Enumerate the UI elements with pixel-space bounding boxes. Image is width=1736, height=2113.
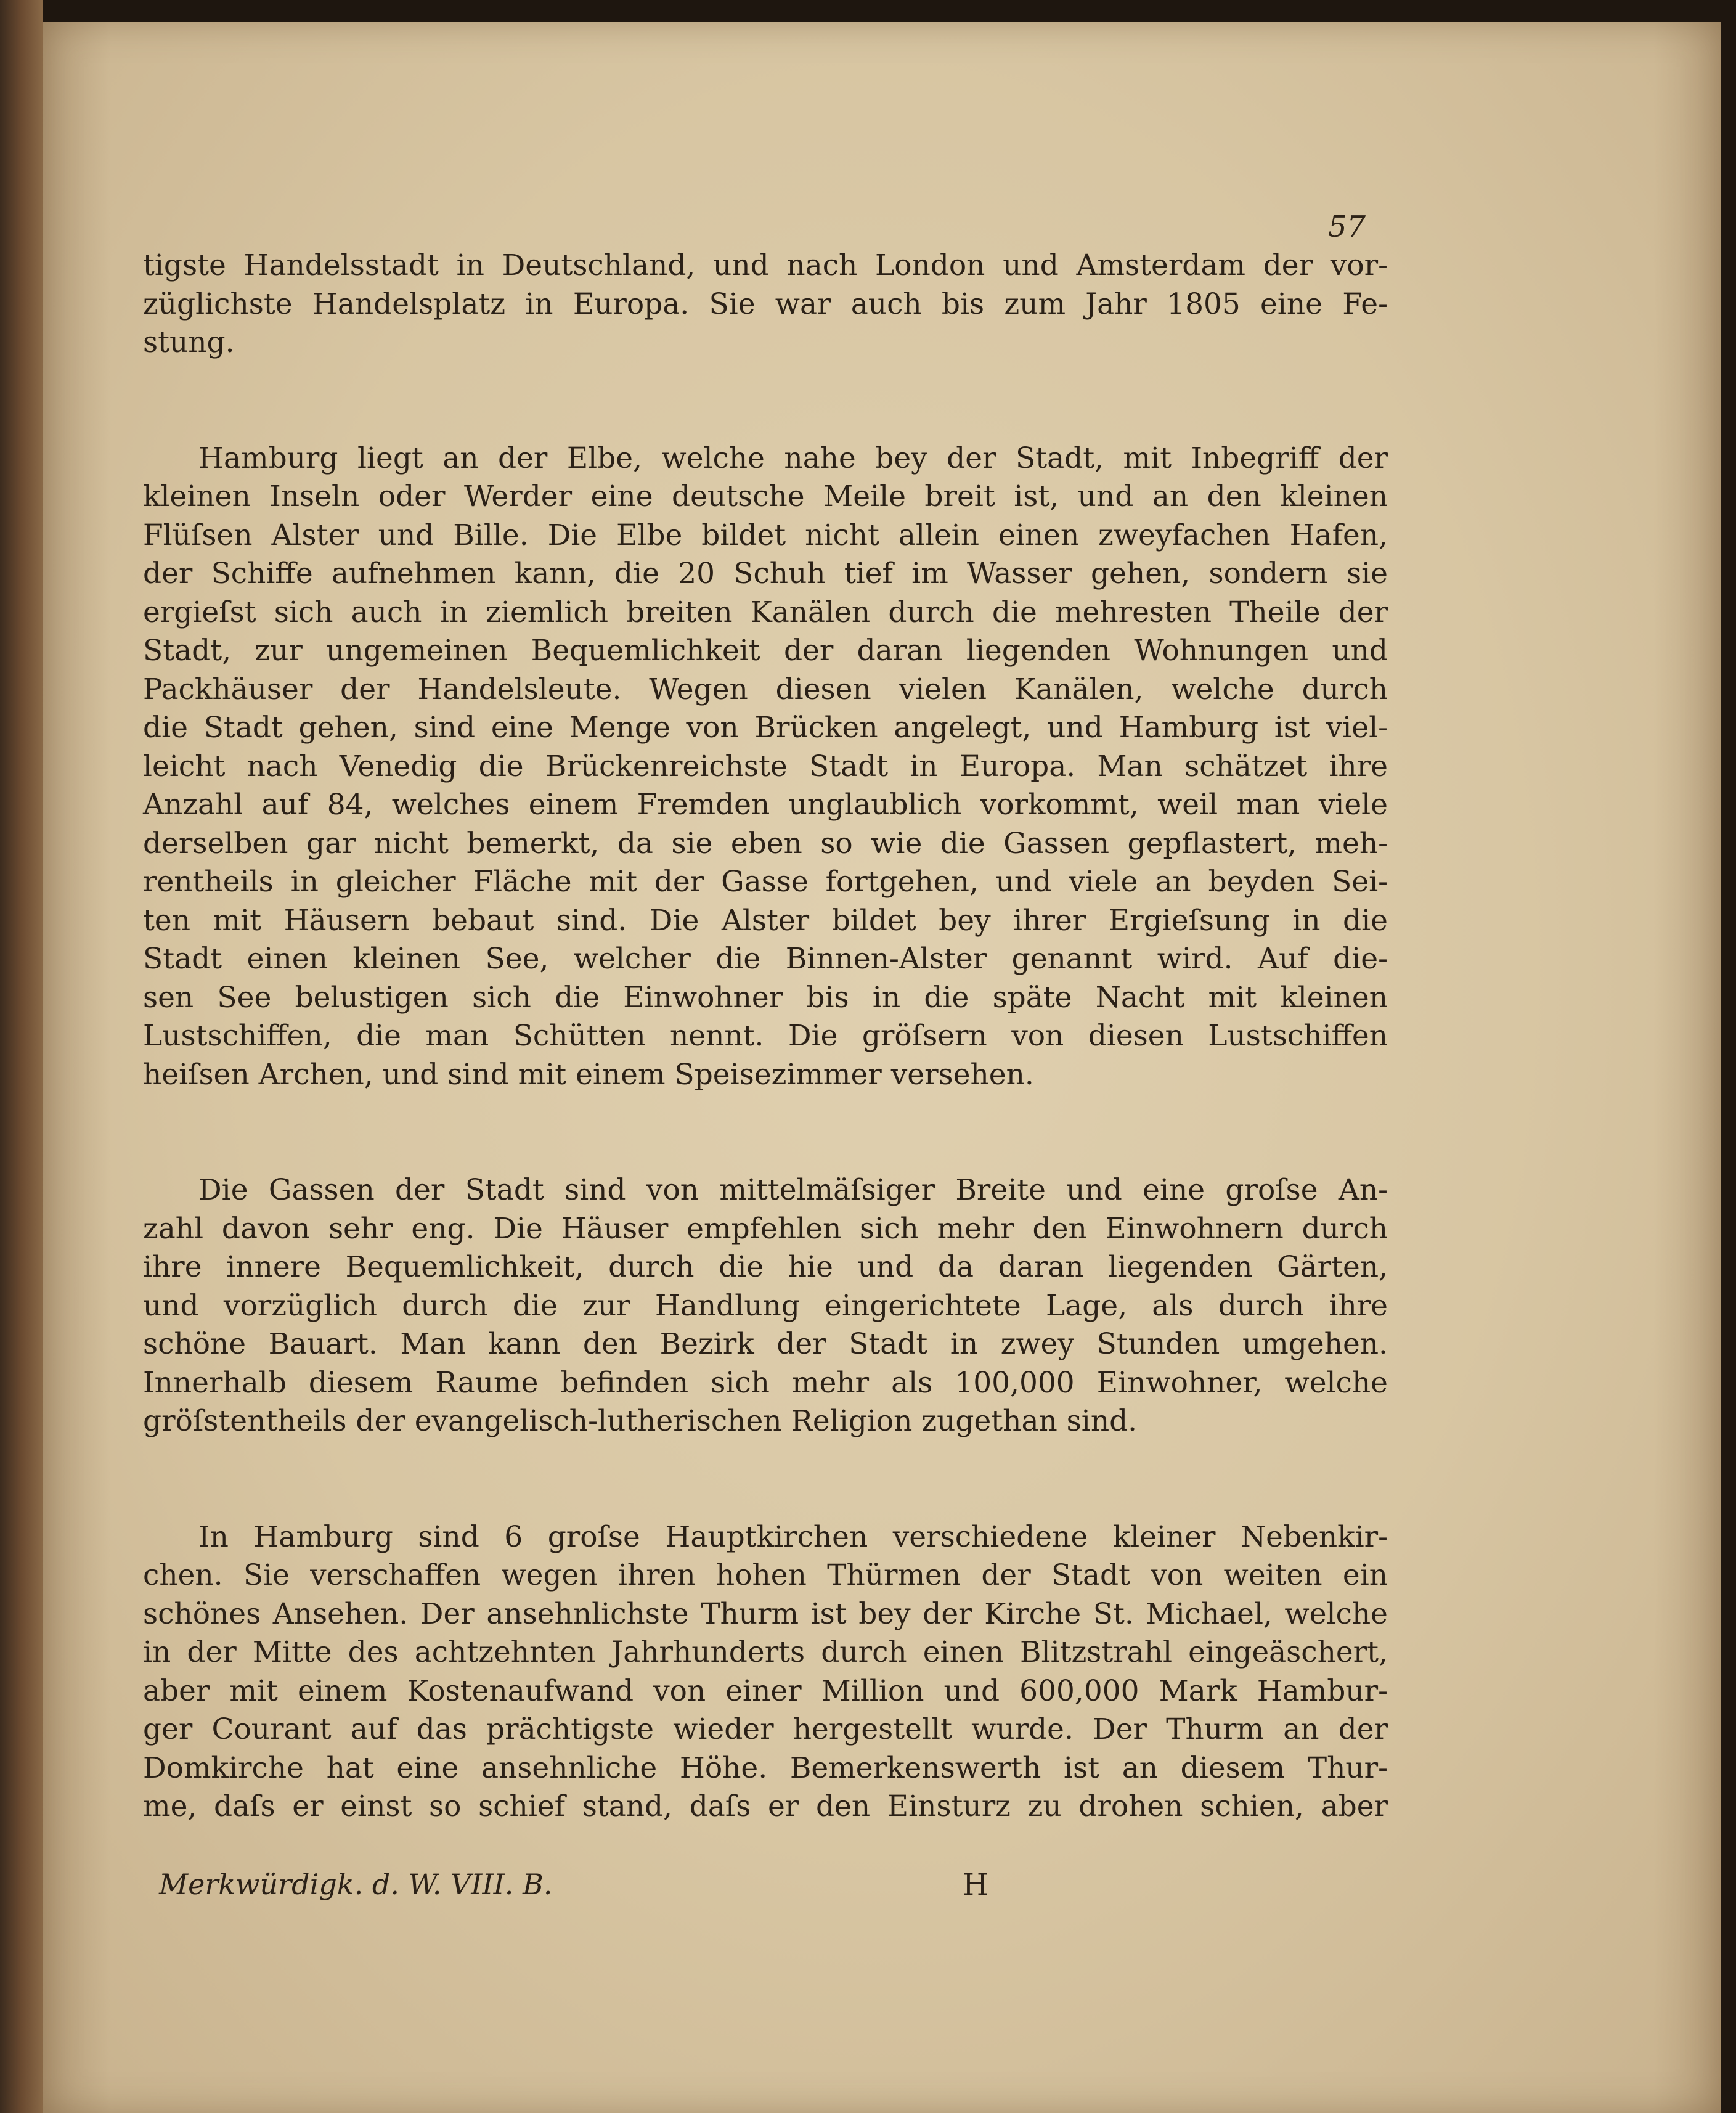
text-line: Innerhalb diesem Raume befinden sich mehr als 100,000 Einwohner, welche xyxy=(143,1365,1388,1400)
text-line: die Stadt gehen, sind eine Menge von Brücken angelegt, und Hamburg ist viel- xyxy=(143,711,1388,745)
scan-top-edge xyxy=(0,0,1736,22)
text-line: Lustschiffen, die man Schütten nennt. Die gröſsern von diesen Lustschiffen xyxy=(143,1019,1388,1053)
text-line: In Hamburg sind 6 groſse Hauptkirchen verschiedene kleiner Nebenkir- xyxy=(198,1519,1388,1554)
scan-right-edge xyxy=(1721,0,1736,2113)
paragraph xyxy=(143,247,1388,362)
text-line: Hamburg liegt an der Elbe, welche nahe bey der Stadt, mit Inbegriff der xyxy=(198,441,1388,475)
text-line: kleinen Inseln oder Werder eine deutsche Meile breit ist, und an den kleinen xyxy=(143,480,1388,513)
text-line: Stadt, zur ungemeinen Bequemlichkeit der daran liegenden Wohnungen und xyxy=(143,634,1388,668)
text-line: chen. Sie verschaffen wegen ihren hohen Thürmen der Stadt von weiten ein xyxy=(143,1558,1388,1592)
text-line: aber mit einem Kostenaufwand von einer Million und 600,000 Mark Hambur- xyxy=(143,1674,1388,1708)
text-line: Domkirche hat eine ansehnliche Höhe. Bemerkenswerth ist an diesem Thur- xyxy=(143,1751,1388,1785)
text-line: ihre innere Bequemlichkeit, durch die hie und da daran liegenden Gärten, xyxy=(143,1250,1388,1284)
text-line: Packhäuser der Handelsleute. Wegen diesen vielen Kanälen, welche durch xyxy=(143,672,1388,706)
text-line: ten mit Häusern bebaut sind. Die Alster bildet bey ihrer Ergieſsung in die xyxy=(143,903,1388,938)
text-line: zahl davon sehr eng. Die Häuser empfehlen sich mehr den Einwohnern durch xyxy=(143,1211,1388,1246)
text-line: heiſsen Archen, und sind mit einem Speisezimmer versehen. xyxy=(143,1057,1034,1092)
text-line: Die Gassen der Stadt sind von mittelmäſsiger Breite und eine groſse An- xyxy=(198,1173,1388,1207)
body-text xyxy=(143,247,1388,1903)
text-line: Flüſsen Alster und Bille. Die Elbe bildet nicht allein einen zweyfachen Hafen, xyxy=(143,518,1388,552)
text-line: der Schiffe aufnehmen kann, die 20 Schuh tief im Wasser gehen, sondern sie xyxy=(143,557,1388,591)
book-spine-edge xyxy=(0,0,43,2113)
text-line: derselben gar nicht bemerkt, da sie eben so wie die Gassen gepflastert, meh- xyxy=(143,826,1388,860)
text-line: gröſstentheils der evangelisch-lutherischen Religion zugethan sind. xyxy=(143,1404,1138,1438)
paragraph xyxy=(143,439,1388,1095)
text-line: leicht nach Venedig die Brückenreichste Stadt in Europa. Man schätzet ihre xyxy=(143,749,1388,783)
text-line: schöne Bauart. Man kann den Bezirk der Stadt in zwey Stunden umgehen. xyxy=(143,1327,1388,1361)
text-line: ger Courant auf das prächtigste wieder hergestellt wurde. Der Thurm an der xyxy=(143,1712,1388,1746)
text-line: stung. xyxy=(143,325,235,359)
signature-letter: H xyxy=(963,1868,988,1902)
paragraph xyxy=(143,1518,1388,1826)
text-line: züglichste Handelsplatz in Europa. Sie war auch bis zum Jahr 1805 eine Fe- xyxy=(143,287,1388,321)
text-line: in der Mitte des achtzehnten Jahrhunderts durch einen Blitzstrahl eingeäschert, xyxy=(143,1635,1388,1669)
page-number: 57 xyxy=(1328,210,1366,244)
text-line: me, daſs er einst so schief stand, daſs er den Einsturz zu drohen schien, aber xyxy=(143,1789,1388,1823)
text-line: tigste Handelsstadt in Deutschland, und nach London und Amsterdam der vor- xyxy=(143,248,1388,282)
paragraph xyxy=(143,1171,1388,1441)
text-line: und vorzüglich durch die zur Handlung eingerichtete Lage, als durch ihre xyxy=(143,1288,1388,1323)
text-line: sen See belustigen sich die Einwohner bis in die späte Nacht mit kleinen xyxy=(143,980,1388,1015)
text-line: Anzahl auf 84, welches einem Fremden unglaublich vorkommt, weil man viele xyxy=(143,788,1388,822)
signature-footer: Merkwürdigk. d. W. VIII. B. xyxy=(159,1868,553,1901)
text-line: ergieſst sich auch in ziemlich breiten Kanälen durch die mehresten Theile der xyxy=(143,595,1388,629)
text-line: Stadt einen kleinen See, welcher die Binnen-Alster genannt wird. Auf die- xyxy=(143,942,1388,976)
text-line: schönes Ansehen. Der ansehnlichste Thurm ist bey der Kirche St. Michael, welche xyxy=(143,1596,1388,1631)
text-line: rentheils in gleicher Fläche mit der Gasse fortgehen, und viele an beyden Sei- xyxy=(143,865,1388,899)
